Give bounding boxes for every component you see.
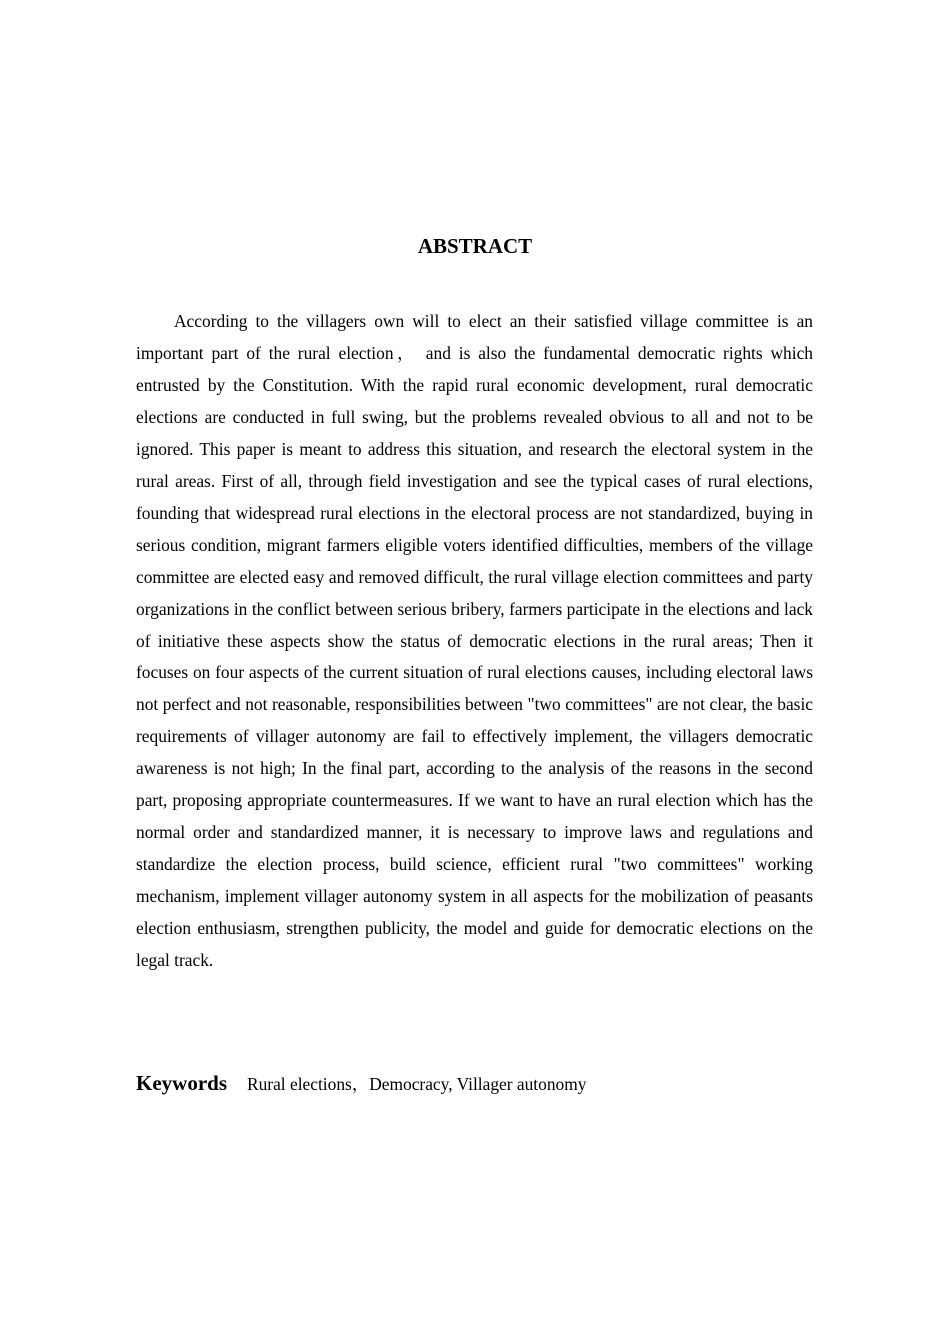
keyword-item: Villager autonomy	[456, 1074, 587, 1094]
keyword-separator: ，	[351, 1074, 370, 1094]
abstract-title: ABSTRACT	[417, 234, 533, 258]
abstract-paragraph: According to the villagers own will to elect an their satisfied village committee is an important part of the rural election， and is also the fundamental democratic rights which entrusted by the Constitution. With the rapid rural economic development, rural democratic elections are conducted in full swing, but the problems revealed obvious to all and not to be ignored. This paper is meant to address this situation, and research the electoral system in the rural areas. First of all, through field investigation and see the typical cases of rural elections, founding that widespread rural elections in the electoral process are not standardized, buying in serious condition, migrant farmers eligible voters identified difficulties, members of the village committee are elected easy and removed difficult, the rural village election committees and party organizations in the conflict between serious bribery, farmers participate in the elections and lack of initiative these aspects show the status of democratic elections in the rural areas; Then it focuses on four aspects of the current situation of rural elections causes, including electoral laws not perfect and not reasonable, responsibilities between "two committees" are not clear, the basic requirements of villager autonomy are fail to effectively implement, the villagers democratic awareness is not high; In the final part, according to the analysis of the reasons in the second part, proposing appropriate countermeasures. If we want to have an rural election which has the normal order and standardized manner, it is necessary to improve laws and regulations and standardize the election process, build science, efficient rural "two committees" working mechanism, implement villager autonomy system in all aspects for the mobilization of peasants election enthusiasm, strengthen publicity, the model and guide for democratic elections on the legal track.	[136, 311, 813, 971]
keyword-item: Democracy	[369, 1074, 449, 1094]
keywords-label: Keywords	[136, 1071, 227, 1095]
keyword-separator: ,	[448, 1074, 457, 1094]
keywords-line	[136, 1067, 813, 1102]
keyword-item: Rural elections	[247, 1074, 352, 1094]
